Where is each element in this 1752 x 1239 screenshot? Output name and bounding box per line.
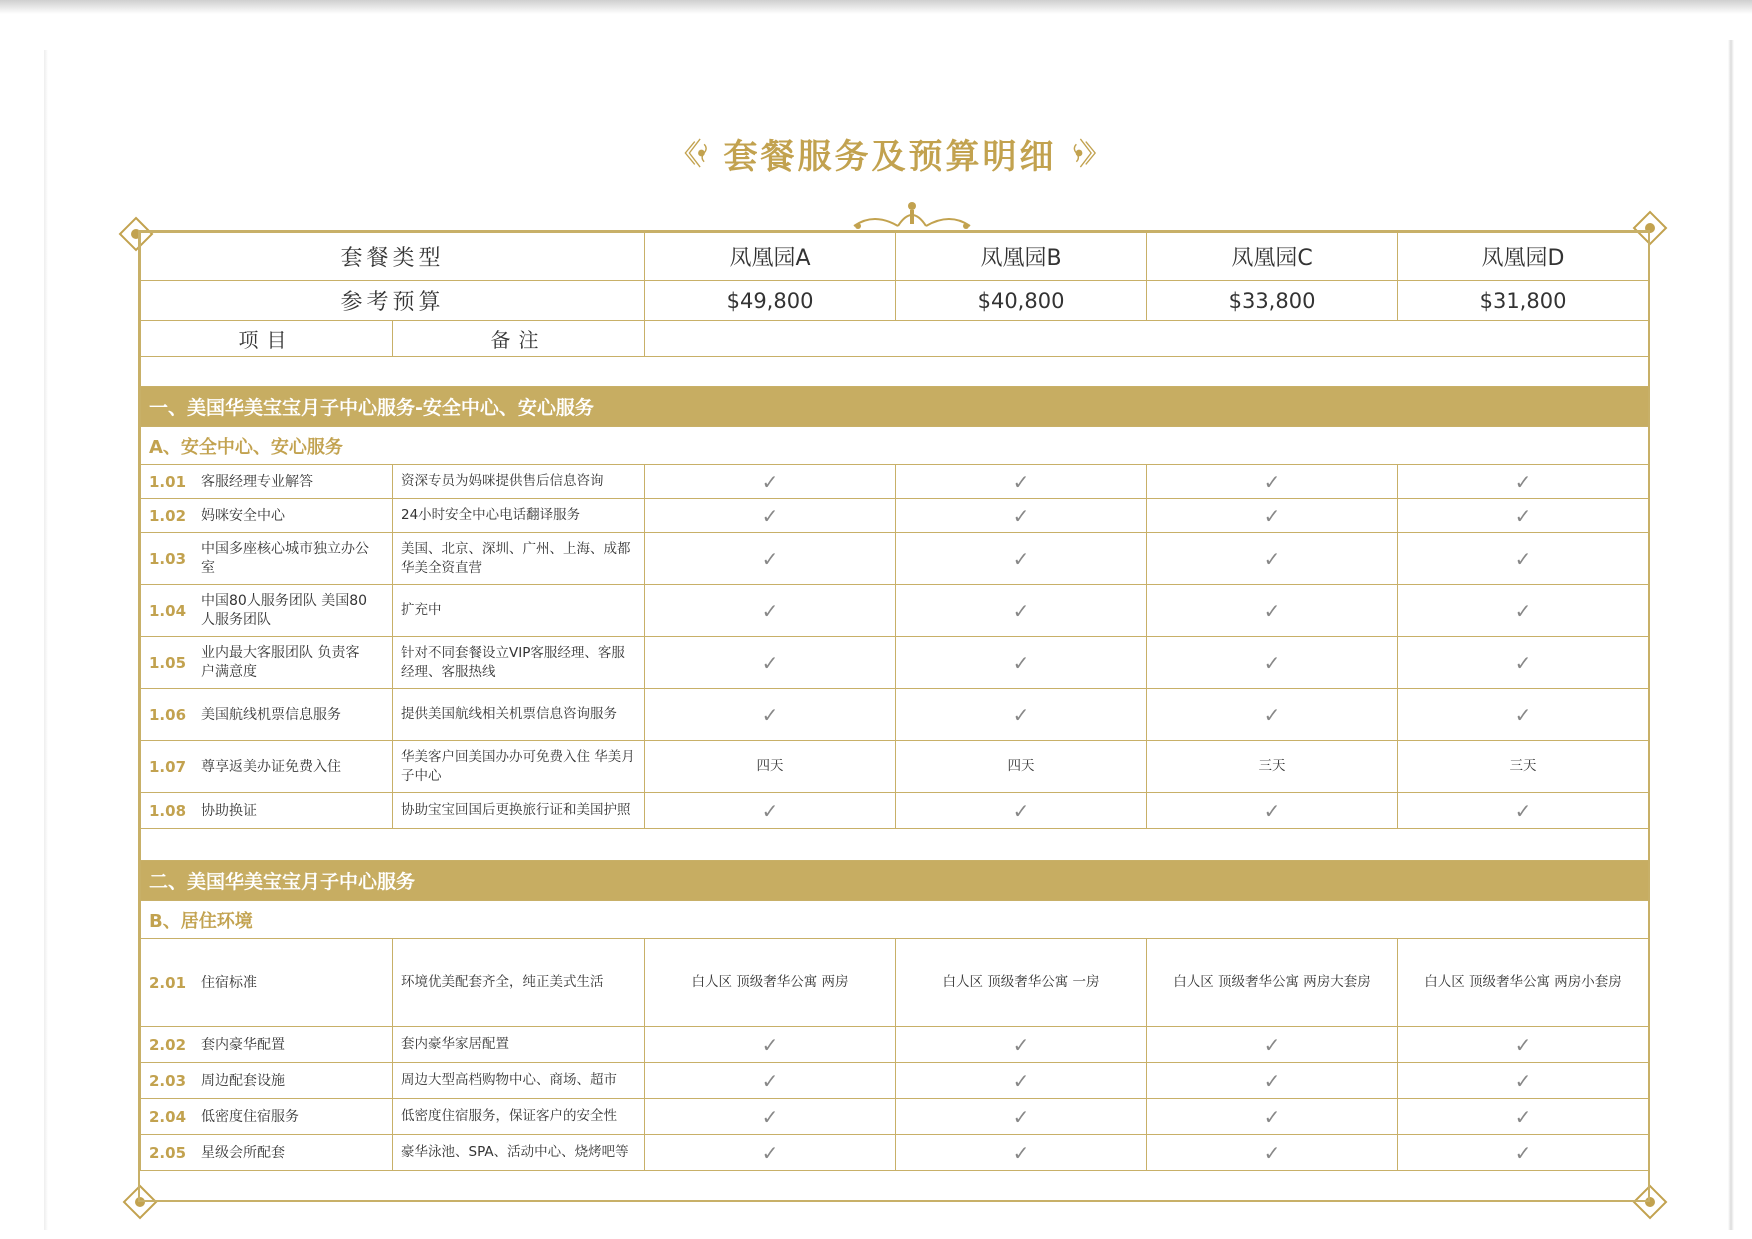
table-row (141, 533, 1649, 585)
table-row (141, 465, 1649, 499)
table-row (141, 499, 1649, 533)
check-icon: ✓ (896, 637, 1147, 689)
check-icon: ✓ (645, 637, 896, 689)
package-name-b: 凤凰园B (896, 233, 1147, 281)
check-icon: ✓ (645, 1063, 896, 1099)
table-row (141, 637, 1649, 689)
section-title-1: 一、美国华美宝宝月子中心服务-安全中心、安心服务 (141, 387, 1649, 427)
page-title: 套餐服务及预算明细 (723, 136, 1057, 177)
header-blank-cell (645, 321, 1649, 357)
table-row (141, 585, 1649, 637)
header-row-budget (141, 281, 1649, 321)
item-number: 1.05 (149, 653, 187, 672)
stay-days-value: 四天 (645, 741, 896, 793)
package-name-c: 凤凰园C (1147, 233, 1398, 281)
header-row-package-type (141, 233, 1649, 281)
stay-days-value: 三天 (1398, 741, 1649, 793)
item-name: 周边配套设施 (201, 1072, 285, 1089)
scan-shadow-left (44, 50, 48, 1230)
item-number: 1.01 (149, 473, 187, 491)
price-c: $33,800 (1147, 281, 1398, 321)
title-block (680, 118, 1100, 188)
item-cell (141, 465, 393, 499)
price-b: $40,800 (896, 281, 1147, 321)
spacer-row (141, 829, 1649, 861)
check-icon: ✓ (1147, 1135, 1398, 1171)
housing-standard-value: 白人区 顶级奢华公寓 两房大套房 (1147, 939, 1398, 1027)
check-icon: ✓ (1147, 1099, 1398, 1135)
check-icon: ✓ (896, 533, 1147, 585)
subsection-title-a: A、安全中心、安心服务 (141, 427, 1649, 465)
note-cell: 协助宝宝回国后更换旅行证和美国护照 (393, 793, 645, 829)
check-icon: ✓ (1147, 465, 1398, 499)
table-row (141, 689, 1649, 741)
table-row (141, 1099, 1649, 1135)
right-scroll-ornament-icon (1071, 126, 1101, 180)
note-cell: 针对不同套餐设立VIP客服经理、客服经理、客服热线 (393, 637, 645, 689)
check-icon: ✓ (1398, 585, 1649, 637)
check-icon: ✓ (1398, 499, 1649, 533)
item-number: 1.07 (149, 758, 187, 776)
stay-days-value: 三天 (1147, 741, 1398, 793)
spacer-row (141, 357, 1649, 387)
note-cell: 美国、北京、深圳、广州、上海、成都华美全资直营 (393, 533, 645, 585)
check-icon: ✓ (1147, 533, 1398, 585)
check-icon: ✓ (1398, 793, 1649, 829)
note-cell: 提供美国航线相关机票信息咨询服务 (393, 689, 645, 741)
check-icon: ✓ (1398, 637, 1649, 689)
check-icon: ✓ (896, 585, 1147, 637)
check-icon: ✓ (645, 585, 896, 637)
check-icon: ✓ (896, 499, 1147, 533)
item-name: 套内豪华配置 (201, 1036, 285, 1053)
check-icon: ✓ (1147, 689, 1398, 741)
item-name: 低密度住宿服务 (201, 1108, 299, 1125)
budget-label: 参考预算 (141, 281, 645, 321)
item-number: 1.04 (149, 601, 187, 620)
check-icon: ✓ (1147, 1063, 1398, 1099)
check-icon: ✓ (1398, 533, 1649, 585)
check-icon: ✓ (645, 1027, 896, 1063)
check-icon: ✓ (645, 533, 896, 585)
item-name: 协助换证 (201, 802, 257, 819)
item-cell (141, 1063, 393, 1099)
check-icon: ✓ (896, 793, 1147, 829)
check-icon: ✓ (1398, 465, 1649, 499)
housing-standard-value: 白人区 顶级奢华公寓 两房 (645, 939, 896, 1027)
note-cell: 华美客户回美国办办可免费入住 华美月子中心 (393, 741, 645, 793)
check-icon: ✓ (1398, 1135, 1649, 1171)
item-cell (141, 939, 393, 1027)
item-name: 妈咪安全中心 (201, 507, 285, 524)
table-row (141, 1027, 1649, 1063)
item-name: 星级会所配套 (201, 1144, 285, 1161)
note-cell: 周边大型高档购物中心、商场、超市 (393, 1063, 645, 1099)
section-bar-1 (141, 387, 1649, 427)
check-icon: ✓ (896, 1063, 1147, 1099)
item-number: 1.08 (149, 802, 187, 820)
check-icon: ✓ (645, 499, 896, 533)
left-scroll-ornament-icon (680, 126, 710, 180)
item-number: 2.05 (149, 1144, 187, 1162)
check-icon: ✓ (1147, 637, 1398, 689)
check-icon: ✓ (1147, 499, 1398, 533)
scan-shadow-top (0, 0, 1752, 14)
item-cell (141, 793, 393, 829)
item-name: 尊享返美办证免费入住 (201, 758, 341, 775)
item-name: 中国80人服务团队 美国80人服务团队 (201, 592, 368, 628)
check-icon: ✓ (896, 465, 1147, 499)
item-name: 中国多座核心城市独立办公室 (201, 540, 369, 576)
housing-standard-value: 白人区 顶级奢华公寓 一房 (896, 939, 1147, 1027)
note-cell: 扩充中 (393, 585, 645, 637)
check-icon: ✓ (645, 1099, 896, 1135)
check-icon: ✓ (1398, 689, 1649, 741)
subsection-title-b: B、居住环境 (141, 901, 1649, 939)
check-icon: ✓ (1147, 793, 1398, 829)
table-row (141, 793, 1649, 829)
item-cell (141, 637, 393, 689)
item-name: 客服经理专业解答 (201, 473, 313, 490)
item-cell (141, 1135, 393, 1171)
note-cell: 24小时安全中心电话翻译服务 (393, 499, 645, 533)
note-cell: 低密度住宿服务，保证客户的安全性 (393, 1099, 645, 1135)
check-icon: ✓ (645, 465, 896, 499)
check-icon: ✓ (896, 1099, 1147, 1135)
item-cell (141, 585, 393, 637)
housing-standard-value: 白人区 顶级奢华公寓 两房小套房 (1398, 939, 1649, 1027)
subsection-row-b (141, 901, 1649, 939)
scan-shadow-right (1728, 40, 1734, 1230)
stay-days-value: 四天 (896, 741, 1147, 793)
price-d: $31,800 (1398, 281, 1649, 321)
section-bar-2 (141, 861, 1649, 901)
item-name: 住宿标准 (201, 974, 257, 991)
note-cell: 环境优美配套齐全，纯正美式生活 (393, 939, 645, 1027)
note-cell: 资深专员为妈咪提供售后信息咨询 (393, 465, 645, 499)
check-icon: ✓ (1147, 585, 1398, 637)
check-icon: ✓ (645, 793, 896, 829)
table-row (141, 1063, 1649, 1099)
note-cell: 豪华泳池、SPA、活动中心、烧烤吧等 (393, 1135, 645, 1171)
check-icon: ✓ (1398, 1027, 1649, 1063)
item-cell (141, 1099, 393, 1135)
section-title-2: 二、美国华美宝宝月子中心服务 (141, 861, 1649, 901)
item-number: 1.02 (149, 507, 187, 525)
item-cell (141, 499, 393, 533)
item-name: 业内最大客服团队 负责客户满意度 (201, 644, 360, 680)
package-name-a: 凤凰园A (645, 233, 896, 281)
check-icon: ✓ (1147, 1027, 1398, 1063)
item-number: 2.03 (149, 1072, 187, 1090)
package-name-d: 凤凰园D (1398, 233, 1649, 281)
item-name: 美国航线机票信息服务 (201, 706, 341, 723)
table-row (141, 939, 1649, 1027)
item-cell (141, 741, 393, 793)
check-icon: ✓ (896, 689, 1147, 741)
header-row-columns (141, 321, 1649, 357)
item-cell (141, 689, 393, 741)
check-icon: ✓ (896, 1027, 1147, 1063)
table-row (141, 1135, 1649, 1171)
package-budget-table (140, 232, 1649, 1171)
item-column-label: 项目 (141, 321, 393, 357)
item-cell (141, 1027, 393, 1063)
price-a: $49,800 (645, 281, 896, 321)
check-icon: ✓ (645, 1135, 896, 1171)
check-icon: ✓ (1398, 1099, 1649, 1135)
note-column-label: 备注 (393, 321, 645, 357)
table-row (141, 741, 1649, 793)
item-number: 2.02 (149, 1036, 187, 1054)
subsection-row-a (141, 427, 1649, 465)
check-icon: ✓ (896, 1135, 1147, 1171)
check-icon: ✓ (1398, 1063, 1649, 1099)
item-cell (141, 533, 393, 585)
item-number: 1.06 (149, 706, 187, 724)
item-number: 2.04 (149, 1108, 187, 1126)
item-number: 1.03 (149, 549, 187, 568)
check-icon: ✓ (645, 689, 896, 741)
item-number: 2.01 (149, 974, 187, 992)
note-cell: 套内豪华家居配置 (393, 1027, 645, 1063)
package-type-label: 套餐类型 (141, 233, 645, 281)
